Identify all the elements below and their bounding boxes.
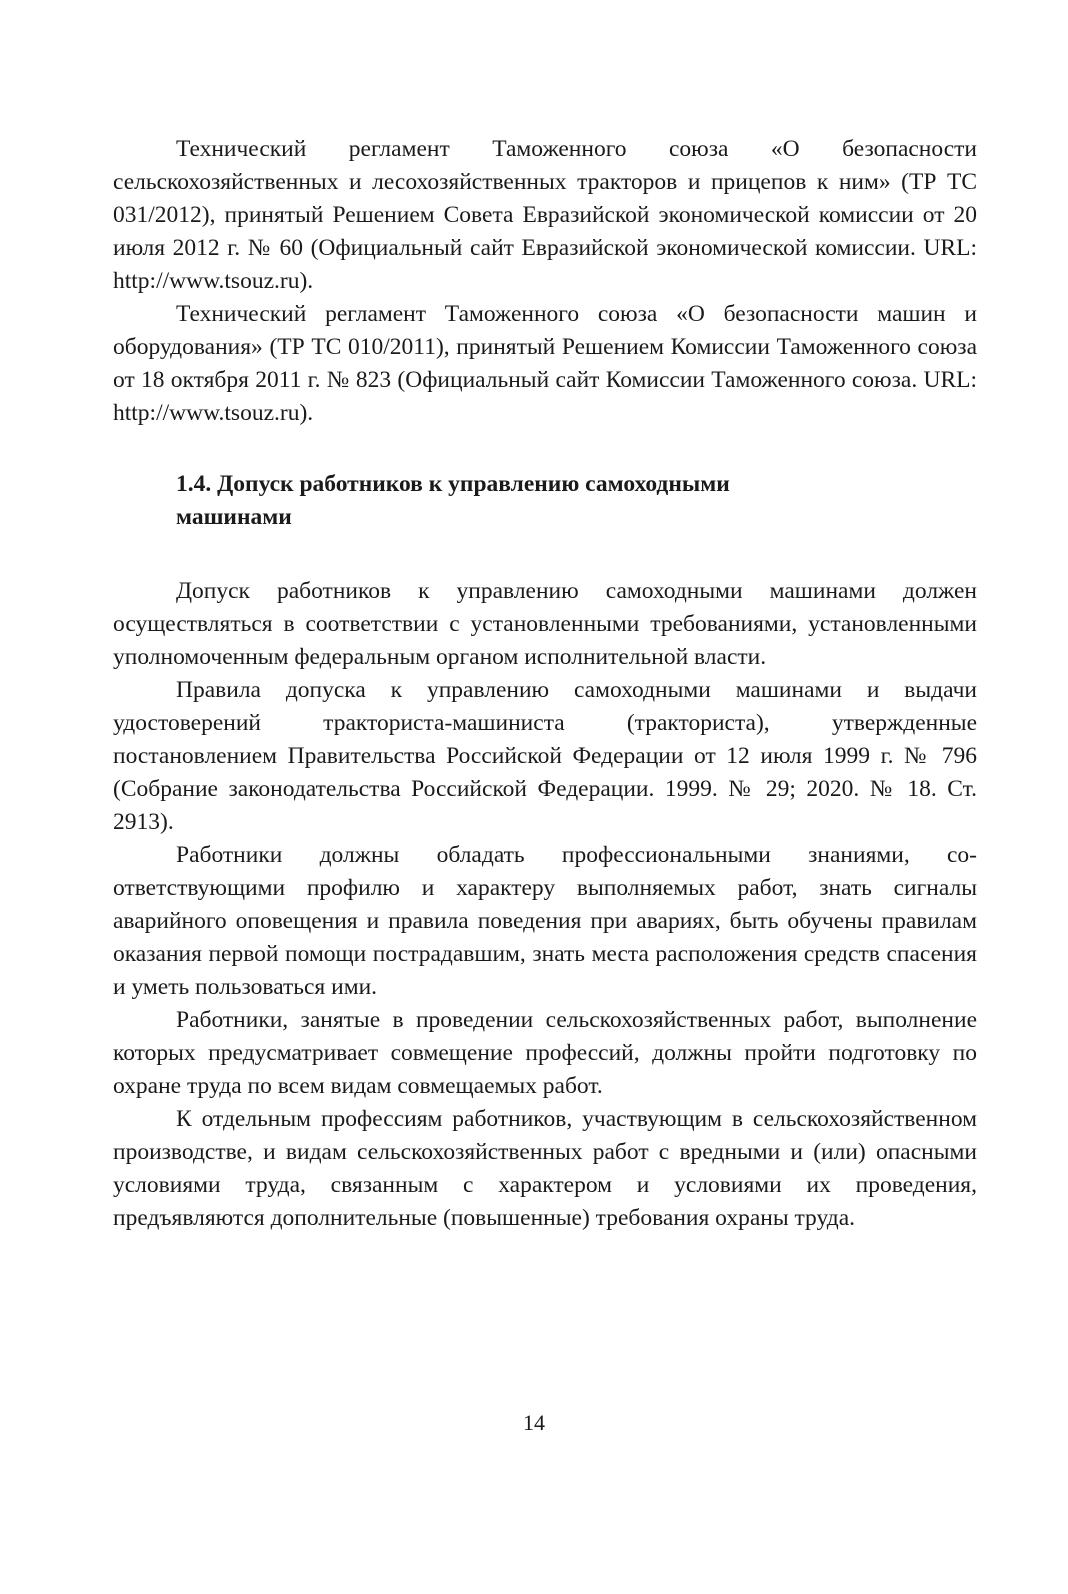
paragraph-additional-requirements: К отдельным профессиям работников, участвующим в сельскохозяйственном производстве, и видам сельскохозяйственных работ с вредными и (или) опасными условиями труда, связанным с характером и условиями их проведения, предъявляются дополнительные (повышенные) требования охраны труда. xyxy=(113,1106,977,1231)
paragraph-rules: Правила допуска к управлению самоходными машинами и выдачи удостоверений тракториста-машиниста (тракториста), утвержденные постановлением Правительства Российской Федерации от 12 июля 1999 г. № 796 (Собрание законодательства Российской Федерации. 1999. № 29; 2020. № 18. Ст. 2913). xyxy=(113,677,977,835)
paragraph-tr-ts-031: Технический регламент Таможенного союза «О безопасности сельскохозяйственных и лесохозяйственных тракторов и прицепов к ним» (ТР ТС 031/2012), принятый Решением Совета Евразийской экономической комиссии от 20 июля 2012 г. № 60 (Официальный сайт Евразийской экономической комиссии. URL: http://www.tsouz.ru). xyxy=(113,136,977,294)
paragraph-admission: Допуск работников к управлению самоходными машинами должен осуществляться в соответствии с установленными требованиями, установленными уполномоченным федеральным органом исполнительной власти. xyxy=(113,578,977,670)
paragraph-tr-ts-010: Технический регламент Таможенного союза «О безопасности машин и оборудования» (ТР ТС 010/2011), принятый Решением Комиссии Таможенного союза от 18 октября 2011 г. № 823 (Официальный сайт Комиссии Таможенного союза. URL: http://www.tsouz.ru). xyxy=(113,301,977,426)
paragraph-combined-professions: Работники, занятые в проведении сельскохозяйственных работ, выполнение которых предусматривает совмещение профессий, должны пройти подготовку по охране труда по всем видам совмещаемых работ. xyxy=(113,1007,977,1099)
document-page xyxy=(113,133,977,1235)
page-number: 14 xyxy=(523,1410,545,1435)
paragraph-knowledge: Работники должны обладать профессиональными знаниями, соответствующими профилю и характеру выполняемых работ, знать сигналы аварийного оповещения и правила поведения при авариях, быть обучены правилам оказания первой помощи пострадавшим, знать места расположения средств спасения и уметь пользоваться ими. xyxy=(113,842,977,1000)
section-heading: 1.4. Допуск работников к управлению самоходными машинами xyxy=(176,471,730,530)
